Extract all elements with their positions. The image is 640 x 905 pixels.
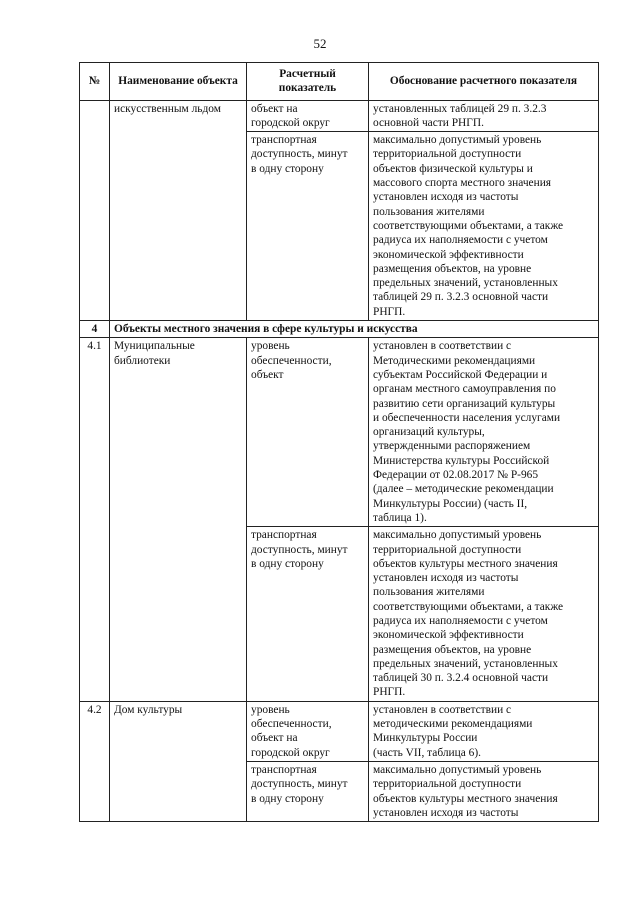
section-num: 4 — [80, 321, 110, 338]
table-row — [80, 338, 599, 527]
table-header-row — [80, 63, 599, 101]
page-number: 52 — [313, 36, 327, 51]
cell-name: Муниципальные библиотеки — [110, 338, 247, 701]
header-indicator: Расчетный показатель — [247, 63, 369, 101]
cell-name: Дом культуры — [110, 701, 247, 821]
cell-basis: максимально допустимый уровень территориальной доступности объектов культуры местного значения установлен исходя из частоты пользования жителями соответствующими объектами, а также радиуса их наполняемости с учетом экономической эффективности размещения объектов, на уровне предельных значений, установленных таблицей 30 п. 3.2.4 основной части РНГП. — [369, 527, 599, 702]
cell-num: 4.1 — [80, 338, 110, 701]
cell-indicator: транспортная доступность, минут в одну сторону — [247, 527, 369, 702]
cell-indicator: уровень обеспеченности, объект на городской округ — [247, 701, 369, 761]
table-row — [80, 701, 599, 761]
cell-num — [80, 100, 110, 320]
section-row — [80, 321, 599, 338]
cell-indicator: транспортная доступность, минут в одну сторону — [247, 132, 369, 321]
cell-basis: установлен в соответствии с Методическими рекомендациями субъектам Российской Федерации и органам местного самоуправления по развитию сети организаций культуры и обеспеченности населения услугами организаций культуры, утвержденными распоряжением Министерства культуры Российской Федерации от 02.08.2017 № Р-965 (далее – методические рекомендации Минкультуры России) (часть II, таблица 1). — [369, 338, 599, 527]
cell-basis: максимально допустимый уровень территориальной доступности объектов культуры местного значения установлен исходя из частоты — [369, 761, 599, 821]
cell-indicator: уровень обеспеченности, объект — [247, 338, 369, 527]
cell-indicator: транспортная доступность, минут в одну сторону — [247, 761, 369, 821]
cell-indicator: объект на городской округ — [247, 100, 369, 132]
cell-basis: установлен в соответствии с методическими рекомендациями Минкультуры России (часть VII, таблица 6). — [369, 701, 599, 761]
cell-num: 4.2 — [80, 701, 110, 821]
header-basis: Обоснование расчетного показателя — [369, 63, 599, 101]
standards-table — [79, 62, 599, 822]
section-title: Объекты местного значения в сфере культуры и искусства — [110, 321, 599, 338]
header-name: Наименование объекта — [110, 63, 247, 101]
table-row — [80, 100, 599, 132]
cell-basis: максимально допустимый уровень территориальной доступности объектов физической культуры и массового спорта местного значения установлен исходя из частоты пользования жителями соответствующими объектами, а также радиуса их наполняемости с учетом экономической эффективности размещения объектов, на уровне предельных значений, установленных таблицей 29 п. 3.2.3 основной части РНГП. — [369, 132, 599, 321]
header-num: № — [80, 63, 110, 101]
cell-basis: установленных таблицей 29 п. 3.2.3 основной части РНГП. — [369, 100, 599, 132]
cell-name: искусственным льдом — [110, 100, 247, 320]
